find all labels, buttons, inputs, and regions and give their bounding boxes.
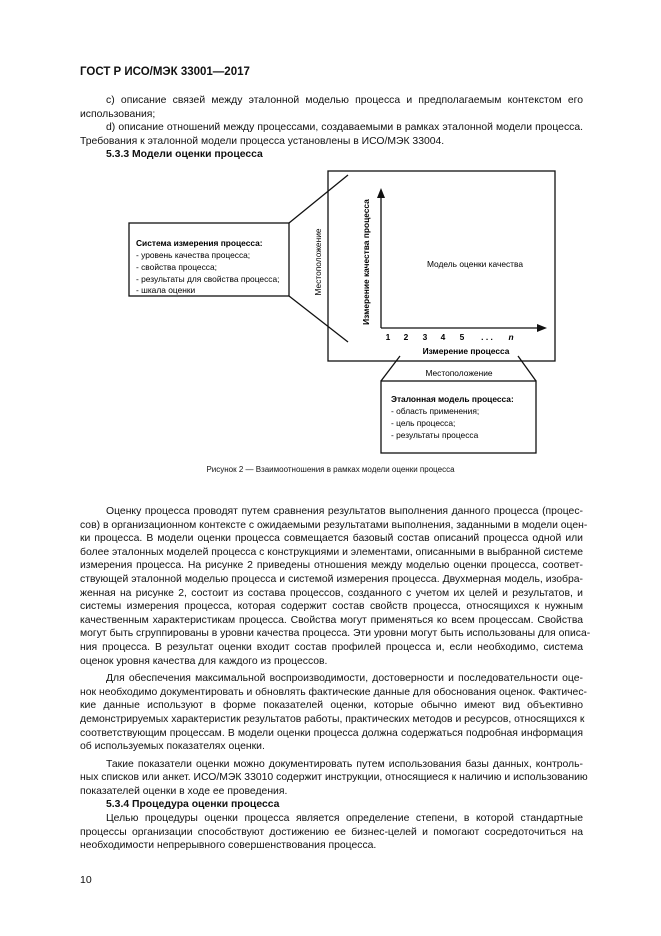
reference-item: - цель процесса; (391, 418, 456, 428)
paragraph (80, 672, 587, 754)
location-label-bottom: Местоположение (425, 368, 493, 378)
x-tick: 5 (459, 332, 465, 342)
text-line: процессы организации способствуют достижению ее бизнес-целей и помогают сосредоточиться на (80, 826, 583, 838)
paragraph (80, 812, 583, 853)
text-line: измерения процесса. На рисунке 2 приведены отношения между моделью оценки процесса, соответ- (80, 560, 583, 572)
page-number: 10 (80, 874, 92, 886)
text-line: Оценку процесса проводят путем сравнения результатов выполнения данного процесса (процес- (106, 506, 583, 517)
text-line: Целью процедуры оценки процесса является определение степени, в которой стандартные (106, 813, 583, 825)
x-tick: n (508, 332, 514, 342)
model-label: Модель оценки качества (426, 259, 524, 269)
connector-line (289, 175, 348, 223)
measurement-item: - результаты для свойства процесса; (136, 274, 280, 284)
x-tick: . . . (481, 332, 493, 342)
text-line: ных списков или анкет. ИСО/МЭК 33010 содержит инструкции, относящиеся к наличию и использованию (80, 772, 588, 784)
text-line: необходимости непрерывного совершенствования процесса. (80, 840, 377, 852)
text-line: более эталонных моделей процесса с конструкциями и элементами, описанными в выбранной системе (80, 546, 583, 558)
text-line: качественным характеристикам процесса. Свойства могут применяться ко всем процессам. Свойства (80, 614, 583, 626)
text-line: системы измерения процесса, которая содержит состав свойств процесса, относящихся к нужным (80, 601, 583, 613)
y-axis-label: Измерение качества процесса (361, 199, 371, 325)
reference-model-title: Эталонная модель процесса: (391, 394, 514, 404)
x-tick: 1 (385, 332, 391, 342)
x-tick: 4 (440, 332, 446, 342)
measurement-item: - свойства процесса; (136, 262, 217, 272)
text-line: c) описание связей между эталонной моделью процесса и предполагаемым контекстом его (106, 95, 583, 106)
text-line: кие данные используют в форме показателей оценки, которые обычно имеют вид объективно (80, 700, 583, 712)
connector-line (518, 356, 536, 381)
measurement-item: - уровень качества процесса; (136, 250, 251, 260)
body-text (80, 505, 591, 853)
section-heading: 5.3.3 Модели оценки процесса (106, 149, 263, 161)
x-axis-arrow-icon (537, 324, 547, 332)
connector-line (289, 296, 348, 342)
text-line: нок необходимо документировать и обновлять фактические данные для обоснования оценок. Фактичес- (80, 686, 587, 698)
text-line: демонстрируемых характеристик результатов работы, практических методов и ресурсов, относящихся к (80, 713, 585, 725)
text-line: могут быть сгруппированы в уровни качества процесса. Эти уровни могут быть использованы для описа- (80, 628, 591, 640)
text-line: ния процесса. В результат оценки входит состав профилей процесса и, если необходимо, система (80, 641, 583, 653)
text-line: оценок уровня качества для каждого из процессов. (80, 655, 328, 667)
paragraph (80, 505, 591, 668)
location-label-left: Местоположение (313, 228, 323, 296)
text-line: Требования к эталонной модели процесса установлены в ИСО/МЭК 33004. (80, 135, 445, 147)
measurement-item: - шкала оценки (136, 285, 196, 295)
reference-item: - область применения; (391, 406, 480, 416)
text-line: соответствующим процессам. В модели оценки процесса должна содержаться подробная информация (80, 727, 583, 739)
text-line: об используемых показателях оценки. (80, 741, 265, 753)
reference-model-box (381, 381, 536, 453)
x-tick: 3 (422, 332, 428, 342)
text-line: Для обеспечения максимальной воспроизводимости, достоверности и последовательности оце- (106, 673, 583, 685)
section-heading: 5.3.4 Процедура оценки процесса (106, 799, 280, 811)
x-tick: 2 (403, 332, 409, 342)
paragraph (80, 758, 588, 799)
measurement-system-title: Система измерения процесса: (136, 238, 263, 248)
text-line: показателей оценки в ходе ее проведения. (80, 785, 288, 797)
text-line: сов) в организационном контексте с ожидаемыми результатами выполнения, заданными в модели оцен- (80, 519, 588, 531)
figure-caption: Рисунок 2 — Взаимоотношения в рамках модели оценки процесса (206, 465, 455, 474)
y-axis-arrow-icon (377, 188, 385, 198)
x-axis-label: Измерение процесса (422, 346, 510, 356)
reference-item: - результаты процесса (391, 430, 479, 440)
connector-line (381, 356, 400, 381)
text-line: использования; (80, 108, 156, 120)
text-line: Такие показатели оценки можно документировать путем использования базы данных, контроль- (106, 758, 583, 770)
text-line: ствующей эталонной моделью процесса и системой измерения процесса. Двухмерная модель, изобра- (80, 573, 583, 585)
document-header: ГОСТ Р ИСО/МЭК 33001—2017 (80, 66, 250, 78)
text-line: женная на рисунке 2, состоит из состава процессов, созданного с учетом их целей и результатов, и (80, 587, 583, 599)
text-line: d) описание отношений между процессами, создаваемыми в рамках эталонной модели процесса. (106, 122, 583, 134)
text-line: ки процесса. В модели оценки процесса совмещается базовый состав описаний процесса одной или (80, 533, 583, 545)
